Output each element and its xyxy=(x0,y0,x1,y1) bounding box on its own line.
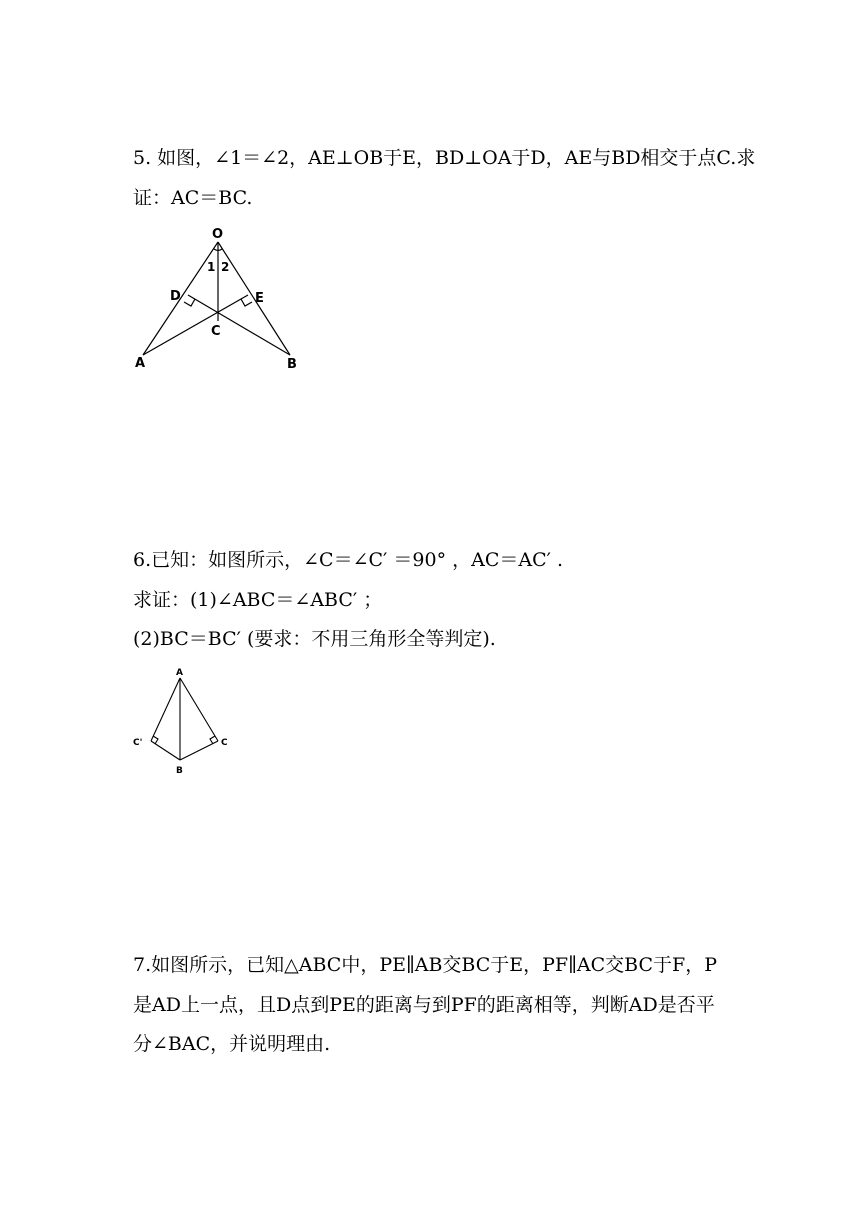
label-C-prime: C' xyxy=(133,738,143,748)
line-AC-prime xyxy=(151,678,180,741)
label-O: O xyxy=(212,227,224,242)
problem-7-line-1: 7.如图所示，已知△ABC中，PE∥AB交BC于E，PF∥AC交BC于F，P xyxy=(133,954,717,976)
label-B: B xyxy=(287,357,297,372)
label-A: A xyxy=(176,668,183,678)
label-angle-2: 2 xyxy=(221,260,230,274)
label-angle-1: 1 xyxy=(207,260,216,274)
line-AE xyxy=(143,295,248,355)
problem-7-line-3: 分∠BAC，并说明理由. xyxy=(133,1033,331,1055)
problem-5-line-1: 5. 如图，∠1＝∠2，AE⊥OB于E，BD⊥OA于D，AE与BD相交于点C.求 xyxy=(133,147,756,169)
problem-6-line-3: (2)BC＝BC′ (要求：不用三角形全等判定). xyxy=(133,628,496,650)
label-C: C xyxy=(211,324,221,339)
right-angle-mark-D xyxy=(184,299,195,306)
line-OB xyxy=(218,242,290,355)
label-C: C xyxy=(221,738,228,748)
problem-5-line-2: 证：AC＝BC. xyxy=(133,187,253,209)
label-A: A xyxy=(135,356,146,371)
problem-6-figure xyxy=(125,662,235,780)
problem-6-line-1: 6.已知：如图所示，∠C＝∠C′ ＝90° ，AC＝AC′ . xyxy=(133,549,564,571)
problem-6-line-2: 求证：(1)∠ABC＝∠ABC′ ； xyxy=(133,589,383,611)
label-B: B xyxy=(176,766,183,776)
line-AC xyxy=(180,678,218,741)
problem-7-line-2: 是AD上一点，且D点到PE的距离与到PF的距离相等，判断AD是否平 xyxy=(133,994,715,1016)
right-angle-mark-E xyxy=(241,299,252,306)
label-E: E xyxy=(255,291,264,306)
problem-5-figure xyxy=(125,222,315,377)
label-D: D xyxy=(170,289,181,304)
line-BD xyxy=(188,295,290,355)
